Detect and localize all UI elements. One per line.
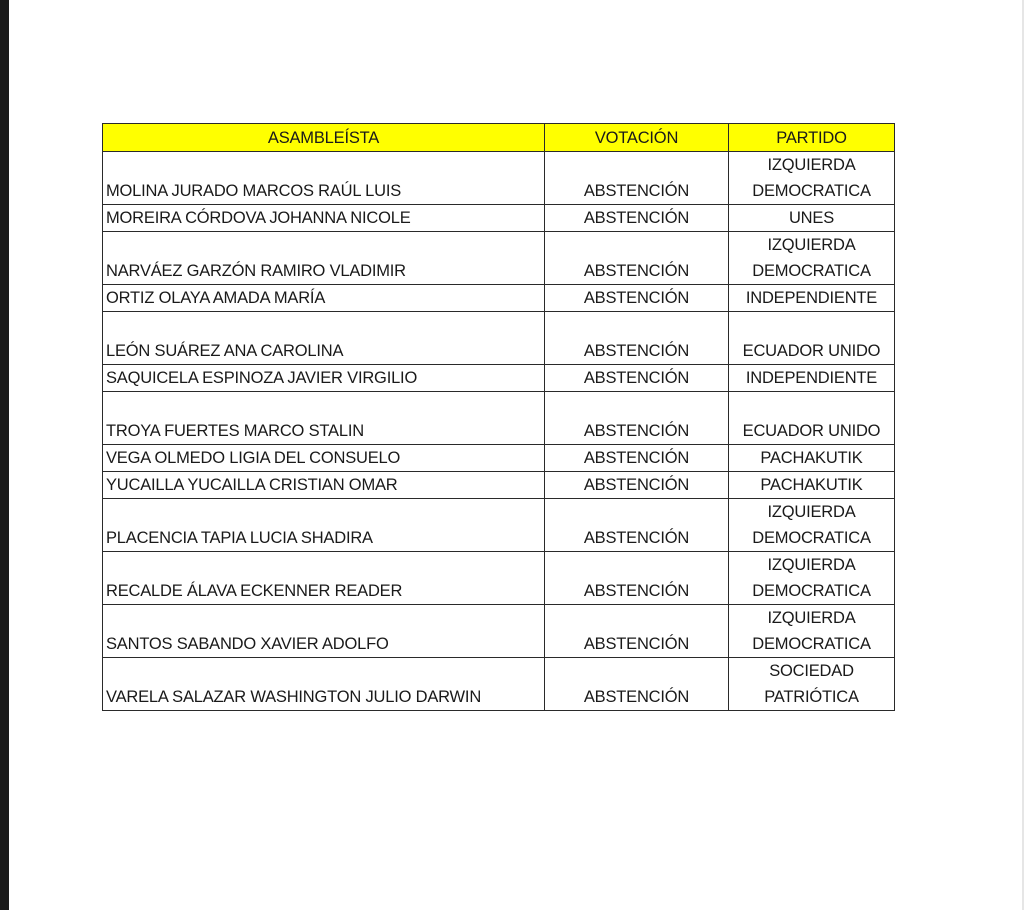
member-party: [729, 605, 895, 658]
member-vote: ABSTENCIÓN: [545, 605, 729, 658]
table-row: [103, 232, 895, 285]
member-party: [729, 552, 895, 605]
member-party: [729, 392, 895, 445]
member-vote: ABSTENCIÓN: [545, 499, 729, 552]
party-label: PACHAKUTIK: [760, 449, 863, 467]
member-name: VEGA OLMEDO LIGIA DEL CONSUELO: [103, 445, 545, 472]
member-party: [729, 312, 895, 365]
table-row: [103, 552, 895, 605]
member-name: SAQUICELA ESPINOZA JAVIER VIRGILIO: [103, 365, 545, 392]
member-name: RECALDE ÁLAVA ECKENNER READER: [103, 552, 545, 605]
member-name: YUCAILLA YUCAILLA CRISTIAN OMAR: [103, 472, 545, 499]
member-name: MOLINA JURADO MARCOS RAÚL LUIS: [103, 152, 545, 205]
member-vote: ABSTENCIÓN: [545, 472, 729, 499]
member-vote: ABSTENCIÓN: [545, 232, 729, 285]
party-label: UNES: [788, 209, 835, 227]
member-name: VARELA SALAZAR WASHINGTON JULIO DARWIN: [103, 658, 545, 711]
header-votacion: VOTACIÓN: [545, 124, 729, 152]
member-vote: ABSTENCIÓN: [545, 312, 729, 365]
member-vote: ABSTENCIÓN: [545, 205, 729, 232]
party-label: IZQUIERDA DEMOCRATICA: [752, 556, 871, 600]
party-label: PACHAKUTIK: [760, 476, 863, 494]
table-row: [103, 312, 895, 365]
member-party: [729, 205, 895, 232]
member-party: [729, 658, 895, 711]
party-label: INDEPENDIENTE: [745, 289, 878, 307]
table-row: [103, 499, 895, 552]
member-vote: ABSTENCIÓN: [545, 285, 729, 312]
table-header-row: [103, 124, 895, 152]
party-label: SOCIEDAD PATRIÓTICA: [764, 662, 859, 706]
window-edge-bar: [0, 0, 9, 910]
table-row: [103, 285, 895, 312]
header-asambleista: ASAMBLEÍSTA: [103, 124, 545, 152]
member-party: [729, 499, 895, 552]
party-label: ECUADOR UNIDO: [742, 422, 881, 440]
vote-table: [102, 123, 895, 711]
table-row: [103, 472, 895, 499]
party-label: IZQUIERDA DEMOCRATICA: [752, 156, 871, 200]
member-name: LEÓN SUÁREZ ANA CAROLINA: [103, 312, 545, 365]
table-row: [103, 365, 895, 392]
table-row: [103, 658, 895, 711]
header-partido: PARTIDO: [729, 124, 895, 152]
member-name: PLACENCIA TAPIA LUCIA SHADIRA: [103, 499, 545, 552]
member-name: MOREIRA CÓRDOVA JOHANNA NICOLE: [103, 205, 545, 232]
member-party: [729, 472, 895, 499]
member-name: SANTOS SABANDO XAVIER ADOLFO: [103, 605, 545, 658]
table-row: [103, 445, 895, 472]
member-name: NARVÁEZ GARZÓN RAMIRO VLADIMIR: [103, 232, 545, 285]
member-vote: ABSTENCIÓN: [545, 365, 729, 392]
member-vote: ABSTENCIÓN: [545, 392, 729, 445]
table-row: [103, 392, 895, 445]
member-party: [729, 365, 895, 392]
member-party: [729, 285, 895, 312]
member-vote: ABSTENCIÓN: [545, 552, 729, 605]
member-party: [729, 152, 895, 205]
party-label: ECUADOR UNIDO: [742, 342, 881, 360]
member-party: [729, 445, 895, 472]
party-label: INDEPENDIENTE: [745, 369, 878, 387]
member-party: [729, 232, 895, 285]
member-vote: ABSTENCIÓN: [545, 658, 729, 711]
member-name: TROYA FUERTES MARCO STALIN: [103, 392, 545, 445]
party-label: IZQUIERDA DEMOCRATICA: [752, 609, 871, 653]
member-vote: ABSTENCIÓN: [545, 152, 729, 205]
party-label: IZQUIERDA DEMOCRATICA: [752, 503, 871, 547]
table-row: [103, 605, 895, 658]
party-label: IZQUIERDA DEMOCRATICA: [752, 236, 871, 280]
member-name: ORTIZ OLAYA AMADA MARÍA: [103, 285, 545, 312]
member-vote: ABSTENCIÓN: [545, 445, 729, 472]
table-row: [103, 205, 895, 232]
table-row: [103, 152, 895, 205]
